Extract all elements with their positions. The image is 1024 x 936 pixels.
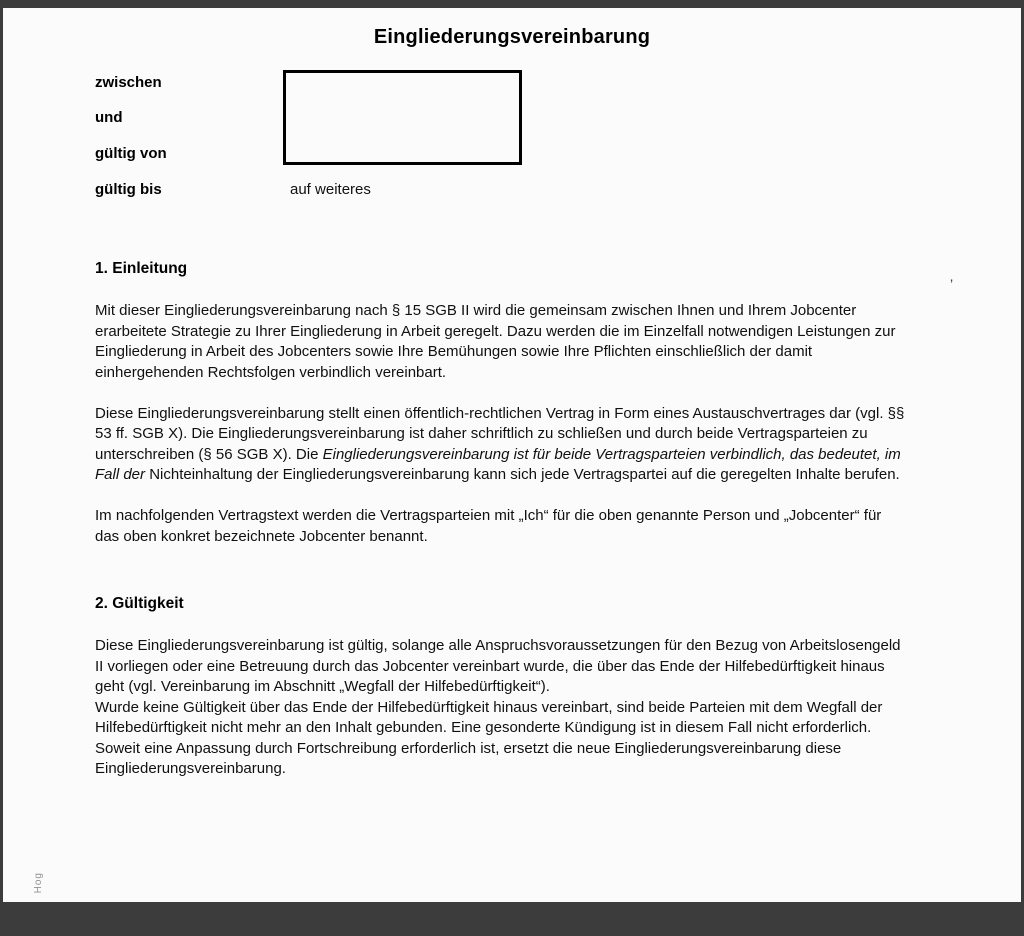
text-segment: Mit dieser Eingliederungsvereinbarung nach § 15 SGB II wird die gemeinsam zwischen Ihnen und Ihrem Jobcenter erarbeitete Strategie zu Ihrer Eingliederung in Arbeit geregelt. Dazu werden die im Einzelfall notwendigen Leistungen zur Eingliederung in Arbeit des Jobcenters sowie Ihre Bemühungen sowie Ihre Pflichten einschließlich der damit einhergehenden Rechtsfolgen verbindlich vereinbart. [95,302,896,381]
form-label-gueltig-bis: gültig bis [95,181,162,198]
document-body [95,258,907,780]
paragraph [95,404,907,486]
party-entry-box [283,70,522,165]
paragraph [95,698,907,739]
page-title: Eingliederungsvereinbarung [373,26,651,48]
paragraph [95,739,907,780]
document-section [95,258,907,547]
form-value-gueltig-bis: auf weiteres [290,181,371,198]
text-segment: Im nachfolgenden Vertragstext werden die Vertragsparteien mit „Ich“ für die oben genannte Person und „Jobcenter“ für das oben konkret bezeichnete Jobcenter benannt. [95,507,882,545]
paragraph [95,636,907,698]
form-label-zwischen: zwischen [95,74,162,91]
edge-text-artifact: ’ [950,276,954,292]
paragraph [95,301,907,383]
document-section [95,593,907,780]
text-segment: Diese Eingliederungsvereinbarung ist gültig, solange alle Anspruchsvoraussetzungen für den Bezug von Arbeitslosengeld II vorliegen oder eine Betreuung durch das Jobcenter vereinbart wurde, die über das Ende der Hilfebedürftigkeit hinaus geht (vgl. Vereinbarung im Abschnitt „Wegfall der Hilfebedürftigkeit“). [95,637,901,695]
text-segment: Diese Eingliederungsvereinbarung stellt einen öffentlich-rechtlichen Vertrag in Form eines Austauschvertrages dar (vgl. §§ 53 ff. SGB X). Die Eingliederungsvereinbarung ist daher schriftlich zu schließen und durch beide Vertragsparteien zu unterschreiben (§ 56 SGB X). Die [95,404,905,463]
paragraph [95,506,907,547]
section-heading: 2. Gültigkeit [95,595,184,612]
text-segment: Wurde keine Gültigkeit über das Ende der Hilfebedürftigkeit hinaus vereinbart, sind beide Parteien mit dem Wegfall der Hilfebedürftigkeit nicht mehr an den Inhalt gebunden. Eine gesonderte Kündigung ist in diesem Fall nicht erforderlich. [95,698,883,736]
watermark: Hog [33,872,44,894]
text-segment: Soweit eine Anpassung durch Fortschreibung erforderlich ist, ersetzt die neue Eingliederungsvereinbarung diese Eingliederungsvereinbarung. [95,739,842,777]
section-heading: 1. Einleitung [95,260,188,277]
italic-text-segment: Eingliederungsvereinbarung ist für beide Vertragsparteien verbindlich, das bedeutet, im Fall der [95,445,901,483]
form-label-gueltig-von: gültig von [95,145,167,162]
form-label-und: und [95,109,123,126]
text-segment: Nichteinhaltung der Eingliederungsvereinbarung kann sich jede Vertragspartei auf die geregelten Inhalte berufen. [145,466,900,483]
